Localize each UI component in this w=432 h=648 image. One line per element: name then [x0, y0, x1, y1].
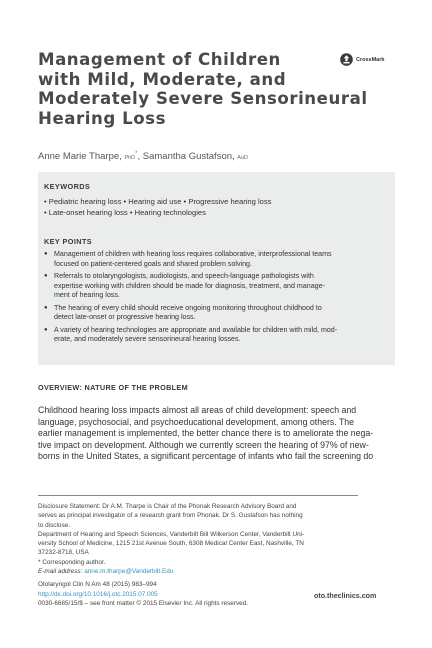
- key-point: ● The hearing of every child should receive ongoing monitoring throughout childhood to detect late-onset or progressive hearing loss.: [44, 303, 322, 322]
- keywords-keypoints-box: [38, 172, 395, 365]
- title-line: Moderately Severe Sensorineural: [38, 89, 368, 108]
- crossmark-badge[interactable]: [340, 53, 384, 66]
- author-credential: AuD: [237, 155, 248, 162]
- keywords-line: • Late-onset hearing loss • Hearing technologies: [44, 208, 206, 217]
- article-title: [38, 50, 368, 128]
- title-line: with Mild, Moderate, and: [38, 69, 287, 89]
- section-heading: OVERVIEW: NATURE OF THE PROBLEM: [38, 383, 188, 392]
- body-line: borns in the United States, a significant percentage of infants who fail the screening do: [38, 451, 374, 462]
- body-line: tive impact on development. Although we currently screen the hearing of 97% of new-: [38, 439, 369, 450]
- footnote-divider: [38, 495, 358, 496]
- journal-citation: Otolaryngol Clin N Am 48 (2015) 983–994: [38, 581, 157, 589]
- corresponding-author-note: * Corresponding author.: [38, 558, 106, 566]
- email-link[interactable]: anne.m.tharpe@Vanderbilt.Edu: [84, 568, 174, 576]
- keywords-line: • Pediatric hearing loss • Hearing aid use • Progressive hearing loss: [44, 197, 272, 206]
- body-paragraph: [38, 405, 395, 463]
- title-line: Hearing Loss: [38, 108, 167, 128]
- issn-line: 0030-6665/15/$ – see front matter © 2015 Elsevier Inc. All rights reserved.: [38, 599, 249, 607]
- key-points-list: [44, 250, 389, 348]
- keywords-heading: KEYWORDS: [44, 182, 91, 191]
- email-line: [38, 567, 358, 576]
- author-line: Anne Marie Tharpe, PhD*, Samantha Gustafson, AuD: [38, 151, 248, 163]
- author-name: Samantha Gustafson,: [142, 151, 235, 163]
- bullet-icon: ●: [44, 304, 48, 311]
- key-point: ● A variety of hearing technologies are appropriate and available for children with mild, mod- erate, and moderately severe sensorineural hearing losses.: [44, 325, 338, 344]
- body-line: Childhood hearing loss impacts almost all areas of child development: speech and: [38, 405, 357, 415]
- bullet-icon: ●: [44, 251, 48, 257]
- body-line: earlier management is implemented, the better chance there is to ameliorate the nega-: [38, 428, 374, 439]
- key-point: ● Referrals to otolaryngologists, audiologists, and speech-language pathologists with expertise working with children should be made for diagnosis, treatment, and manage- ment of hearing loss.: [44, 272, 325, 300]
- journal-site-link[interactable]: oto.theclinics.com: [314, 592, 377, 600]
- disclosure-line: to disclose.: [38, 521, 70, 529]
- affiliation-line: Department of Hearing and Speech Sciences, Vanderbilt Bill Wilkerson Center, Vanderbilt Uni-: [38, 530, 305, 538]
- bullet-icon: ●: [44, 326, 48, 333]
- affiliation-line: versity School of Medicine, 1215 21st Avenue South, 6308 Medical Center East, Nashville, TN: [38, 540, 304, 548]
- disclosure-line: Disclosure Statement: Dr A.M. Tharpe is Chair of the Phonak Research Advisory Board and: [38, 503, 297, 510]
- footnotes: [38, 502, 358, 608]
- crossmark-label: CrossMark: [356, 56, 385, 63]
- author-credential: PhD: [124, 155, 136, 162]
- disclosure-line: serves as principal investigator of a research grant from Phonak. Dr S. Gustafson has nothing: [38, 512, 303, 520]
- key-point: ● Management of children with hearing loss requires collaborative, interprofessional teams focused on patient-centered goals and shared problem solving.: [44, 250, 332, 268]
- doi-link[interactable]: http://dx.doi.org/10.1016/j.otc.2015.07.005: [38, 590, 158, 598]
- email-label: E-mail address:: [38, 568, 83, 576]
- bullet-icon: ●: [44, 273, 48, 279]
- author-name: Anne Marie Tharpe,: [38, 151, 122, 163]
- body-line: language, psychosocial, and psychoeducational development, among others. The: [38, 416, 355, 427]
- key-points-heading: KEY POINTS: [44, 237, 93, 246]
- title-line: Management of Children: [38, 50, 281, 69]
- affiliation-line: 37232-8718, USA: [38, 549, 89, 557]
- corresponding-author-mark[interactable]: *: [135, 151, 138, 157]
- crossmark-icon: [340, 53, 353, 66]
